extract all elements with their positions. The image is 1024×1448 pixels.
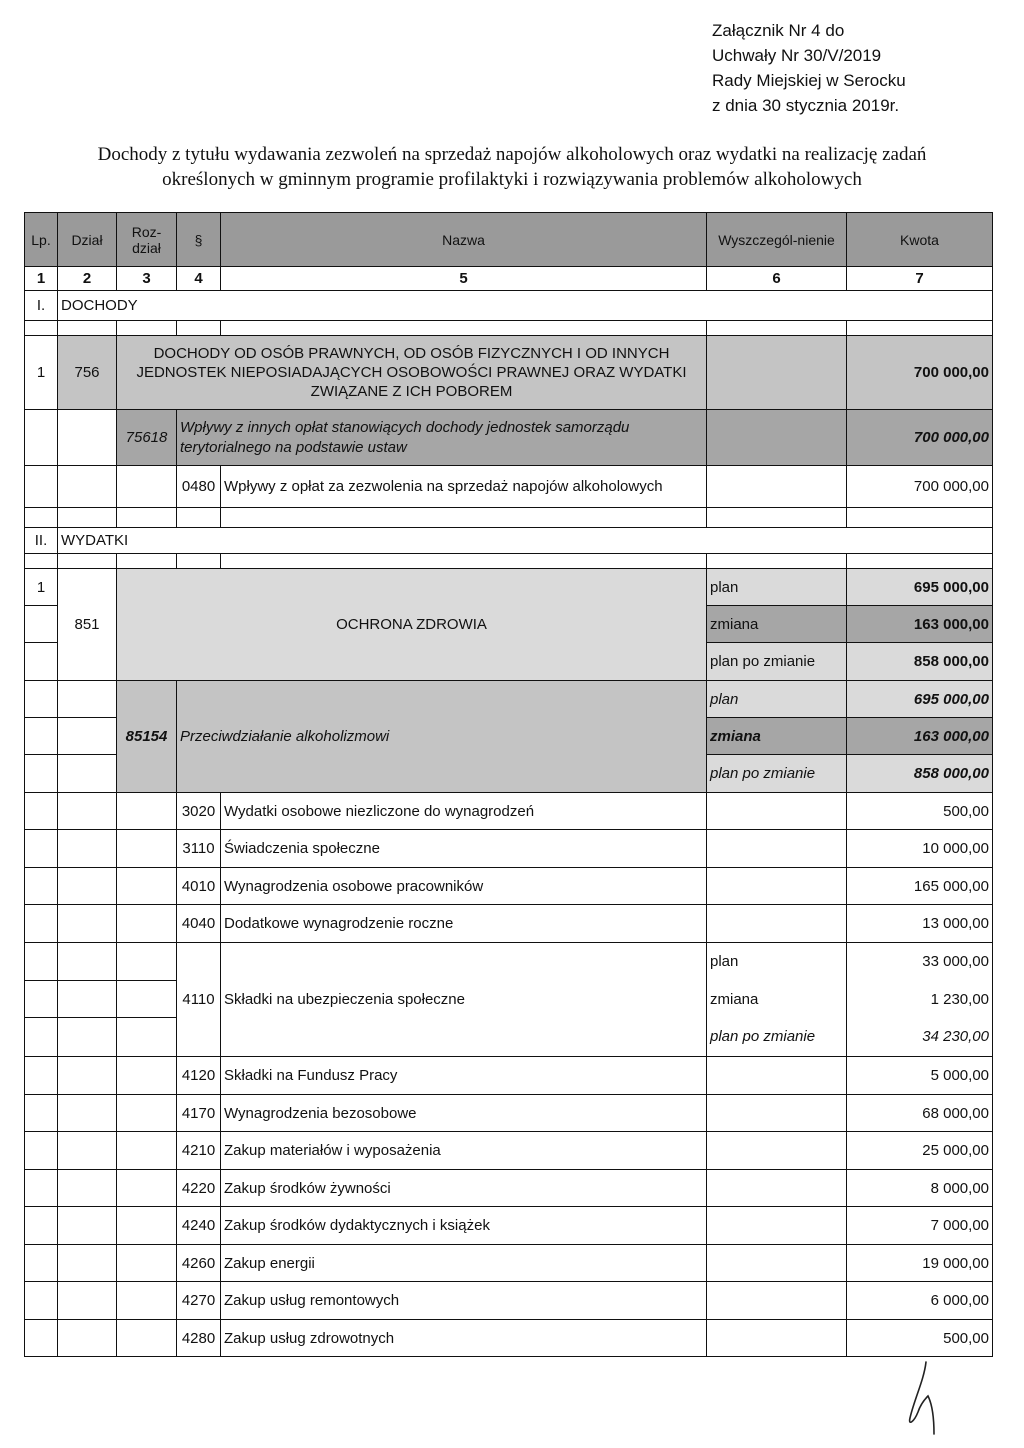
income-dzial-row xyxy=(25,336,993,410)
header-rozdzial: Roz-dział xyxy=(117,213,177,267)
header-lp: Lp. xyxy=(25,213,58,267)
empty-cell xyxy=(25,755,58,793)
expense-item-row xyxy=(25,1057,993,1095)
column-number: 1 xyxy=(25,267,58,291)
rozdzial-name: Wpływy z innych opłat stanowiących dochody jednostek samorządu terytorialnego na podstawie ustaw xyxy=(177,410,707,466)
empty-cell xyxy=(25,606,58,643)
budget-table xyxy=(24,212,993,1357)
paragraph-name: Dodatkowe wynagrodzenie roczne xyxy=(221,905,707,943)
dzial-name: OCHRONA ZDROWIA xyxy=(117,569,707,681)
column-number: 6 xyxy=(707,267,847,291)
column-number: 5 xyxy=(221,267,707,291)
document-title xyxy=(40,142,984,192)
paragraph-name: Zakup środków żywności xyxy=(221,1170,707,1207)
paragraph-amount: 700 000,00 xyxy=(847,466,993,508)
paragraph-code: 4170 xyxy=(177,1095,221,1132)
paragraph-amount: 19 000,00 xyxy=(847,1245,993,1282)
table-header-row xyxy=(25,213,993,267)
rozdzial-name: Przeciwdziałanie alkoholizmowi xyxy=(177,681,707,793)
section-number: II. xyxy=(25,528,58,554)
paragraph-code: 4040 xyxy=(177,905,221,943)
paragraph-code: 3110 xyxy=(177,830,221,868)
dzial-code: 851 xyxy=(58,569,117,681)
expense-item-row xyxy=(25,1095,993,1132)
paragraph-code: 0480 xyxy=(177,466,221,508)
paragraph-name: Świadczenia społeczne xyxy=(221,830,707,868)
column-number: 2 xyxy=(58,267,117,291)
dzial-spec xyxy=(707,336,847,410)
column-number: 3 xyxy=(117,267,177,291)
section-number: I. xyxy=(25,291,58,321)
paragraph-code: 4110 xyxy=(177,943,221,1057)
document-title-line: Dochody z tytułu wydawania zezwoleń na sprzedaż napojów alkoholowych oraz wydatki na realizację zadań xyxy=(97,144,927,165)
section-label: WYDATKI xyxy=(58,528,993,554)
empty-cell xyxy=(58,681,117,718)
row-lp: 1 xyxy=(25,569,58,606)
paragraph-amount: 13 000,00 xyxy=(847,905,993,943)
empty-cell xyxy=(58,718,117,755)
income-section-row xyxy=(25,291,993,321)
empty-cell xyxy=(58,410,117,466)
dzial-amount: 700 000,00 xyxy=(847,336,993,410)
paragraph-name: Składki na ubezpieczenia społeczne xyxy=(221,943,707,1057)
attachment-note-line: Załącznik Nr 4 do xyxy=(712,21,845,40)
empty-cell xyxy=(58,755,117,793)
paragraph-amount: 500,00 xyxy=(847,1320,993,1357)
handwritten-signature xyxy=(900,1360,960,1440)
paragraph-code: 3020 xyxy=(177,793,221,830)
expense-item-row xyxy=(25,1170,993,1207)
paragraph-code: 4120 xyxy=(177,1057,221,1095)
section-label: DOCHODY xyxy=(58,291,993,321)
spec-label: zmiana xyxy=(707,981,847,1018)
dzial-code: 756 xyxy=(58,336,117,410)
expense-item-row xyxy=(25,905,993,943)
paragraph-name: Wynagrodzenia bezosobowe xyxy=(221,1095,707,1132)
attachment-note-line: Uchwały Nr 30/V/2019 xyxy=(712,46,882,65)
paragraph-amount: 68 000,00 xyxy=(847,1095,993,1132)
spec-label: plan xyxy=(707,569,847,606)
spec-amount: 163 000,00 xyxy=(847,718,993,755)
column-numbers-row xyxy=(25,267,993,291)
paragraph-name: Wydatki osobowe niezliczone do wynagrodzeń xyxy=(221,793,707,830)
paragraph-code: 4280 xyxy=(177,1320,221,1357)
expense-item-row xyxy=(25,1245,993,1282)
spec-amount: 695 000,00 xyxy=(847,681,993,718)
spec-label: zmiana xyxy=(707,718,847,755)
rozdzial-code: 85154 xyxy=(117,681,177,793)
expense-item-row xyxy=(25,1320,993,1357)
paragraph-code: 4220 xyxy=(177,1170,221,1207)
spacer-row xyxy=(25,508,993,528)
paragraph-amount: 25 000,00 xyxy=(847,1132,993,1170)
expense-item-row xyxy=(25,1282,993,1320)
spec-amount: 695 000,00 xyxy=(847,569,993,606)
spec-amount: 1 230,00 xyxy=(847,981,993,1018)
paragraph-amount: 6 000,00 xyxy=(847,1282,993,1320)
spec-amount: 33 000,00 xyxy=(847,943,993,981)
spec-label: plan po zmianie xyxy=(707,643,847,681)
empty-cell xyxy=(25,643,58,681)
paragraph-name: Zakup usług zdrowotnych xyxy=(221,1320,707,1357)
paragraph-name: Zakup środków dydaktycznych i książek xyxy=(221,1207,707,1245)
expenses-section-row xyxy=(25,528,993,554)
paragraph-amount: 7 000,00 xyxy=(847,1207,993,1245)
spec-amount: 858 000,00 xyxy=(847,755,993,793)
paragraph-name: Wynagrodzenia osobowe pracowników xyxy=(221,868,707,905)
expense-item-row xyxy=(25,1207,993,1245)
column-number: 4 xyxy=(177,267,221,291)
header-nazwa: Nazwa xyxy=(221,213,707,267)
document-title-line: określonych w gminnym programie profilaktyki i rozwiązywania problemów alkoholowych xyxy=(162,169,862,190)
spec-amount: 858 000,00 xyxy=(847,643,993,681)
spec-amount: 34 230,00 xyxy=(847,1018,993,1057)
paragraph-code: 4240 xyxy=(177,1207,221,1245)
attachment-note xyxy=(712,18,906,118)
spec-label: plan po zmianie xyxy=(707,755,847,793)
rozdzial-code: 75618 xyxy=(117,410,177,466)
paragraph-name: Wpływy z opłat za zezwolenia na sprzedaż napojów alkoholowych xyxy=(221,466,707,508)
paragraph-name: Zakup materiałów i wyposażenia xyxy=(221,1132,707,1170)
paragraph-name: Składki na Fundusz Pracy xyxy=(221,1057,707,1095)
header-dzial: Dział xyxy=(58,213,117,267)
spec-label: plan xyxy=(707,681,847,718)
paragraph-amount: 8 000,00 xyxy=(847,1170,993,1207)
spec-amount: 163 000,00 xyxy=(847,606,993,643)
paragraph-amount: 500,00 xyxy=(847,793,993,830)
dzial-name: DOCHODY OD OSÓB PRAWNYCH, OD OSÓB FIZYCZNYCH I OD INNYCH JEDNOSTEK NIEPOSIADAJĄCYCH OSOBOWOŚCI PRAWNEJ ORAZ WYDATKI ZWIĄZANE Z ICH POBOREM xyxy=(117,336,707,410)
paragraph-amount: 5 000,00 xyxy=(847,1057,993,1095)
column-number: 7 xyxy=(847,267,993,291)
spec-label: plan xyxy=(707,943,847,981)
paragraph-code: 4010 xyxy=(177,868,221,905)
spacer-row xyxy=(25,554,993,569)
expense-item-row xyxy=(25,793,993,830)
rozdzial-amount: 700 000,00 xyxy=(847,410,993,466)
header-wyszczegolnienie: Wyszczegól-nienie xyxy=(707,213,847,267)
expense-item-row xyxy=(25,830,993,868)
rozdzial-spec xyxy=(707,410,847,466)
expense-item-4110-row xyxy=(25,943,993,981)
empty-cell xyxy=(25,410,58,466)
header-paragraph: § xyxy=(177,213,221,267)
income-paragraph-row xyxy=(25,466,993,508)
income-rozdzial-row xyxy=(25,410,993,466)
paragraph-name: Zakup usług remontowych xyxy=(221,1282,707,1320)
expense-item-row xyxy=(25,868,993,905)
spec-label: plan po zmianie xyxy=(707,1018,847,1057)
empty-cell xyxy=(25,718,58,755)
spec-label: zmiana xyxy=(707,606,847,643)
paragraph-amount: 165 000,00 xyxy=(847,868,993,905)
paragraph-code: 4270 xyxy=(177,1282,221,1320)
paragraph-spec xyxy=(707,466,847,508)
paragraph-amount: 10 000,00 xyxy=(847,830,993,868)
expense-dzial-row xyxy=(25,569,993,606)
paragraph-code: 4210 xyxy=(177,1132,221,1170)
empty-cell xyxy=(25,681,58,718)
attachment-note-line: Rady Miejskiej w Serocku xyxy=(712,71,906,90)
paragraph-name: Zakup energii xyxy=(221,1245,707,1282)
spacer-row xyxy=(25,321,993,336)
attachment-note-line: z dnia 30 stycznia 2019r. xyxy=(712,96,900,115)
expense-rozdzial-row xyxy=(25,681,993,718)
header-kwota: Kwota xyxy=(847,213,993,267)
paragraph-code: 4260 xyxy=(177,1245,221,1282)
row-lp: 1 xyxy=(25,336,58,410)
expense-item-row xyxy=(25,1132,993,1170)
